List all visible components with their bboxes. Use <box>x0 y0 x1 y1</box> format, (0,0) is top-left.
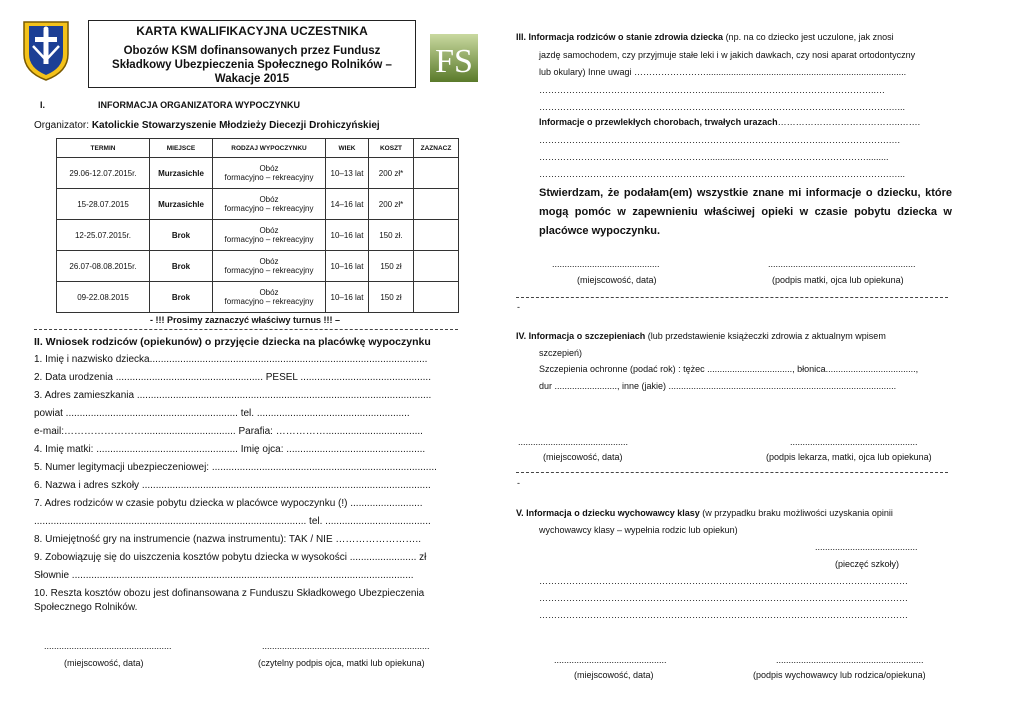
type-line: formacyjno – rekreacyjny <box>224 235 314 244</box>
cell-place: Murzasichle <box>150 158 213 189</box>
signature-teacher-line[interactable]: ........................................................... <box>776 655 924 665</box>
signature-date-label: (miejscowość, data) <box>577 275 657 285</box>
cell-cost: 200 zł* <box>369 158 414 189</box>
document-subtitle <box>89 44 415 86</box>
declaration-line: mogą pomóc w zapewnieniu właściwej opieki w czasie pobytu dziecka w <box>539 206 952 218</box>
child-name-field[interactable]: 1. Imię i nazwisko dziecka.................................................................................................... <box>34 354 428 365</box>
cell-date: 29.06-12.07.2015r. <box>57 158 150 189</box>
instrument-field[interactable]: 8. Umiejętność gry na instrumencie (nazwa instrumentu): TAK / NIE …………………….. <box>34 534 421 545</box>
address-field[interactable]: 3. Adres zamieszkania .......................................................................................................... <box>34 390 432 401</box>
divider <box>34 329 458 330</box>
cell-cost: 150 zł. <box>369 220 414 251</box>
other-notes-field[interactable]: lub okulary) Inne uwagi ……………………................................................................................ <box>539 67 907 77</box>
organizer-value: Katolickie Stowarzyszenie Młodzieży Diecezji Drohiczyńskiej <box>91 120 380 131</box>
cell-date: 09-22.08.2015 <box>57 282 150 313</box>
cofinancing-note: 10. Reszta kosztów obozu jest dofinansowana z Funduszu Składkowego Ubezpieczenia <box>34 588 425 599</box>
document-title: KARTA KWALIFIKACYJNA UCZESTNIKA <box>136 24 368 38</box>
cell-select-checkbox[interactable] <box>414 220 459 251</box>
vaccination-other-field[interactable]: dur ........................., inne (jakie) ........................................................................................... <box>539 381 897 391</box>
type-line: formacyjno – rekreacyjny <box>224 173 314 182</box>
signature-parent-label: (podpis matki, ojca lub opiekuna) <box>772 275 904 285</box>
vaccination-field[interactable]: Szczepienia ochronne (podać rok) : tężec .................................., błonica...................................., <box>539 364 919 374</box>
health-dotline[interactable]: ……………………………………………………………………………………..……………….…... <box>539 169 906 179</box>
parents-names-field[interactable]: 4. Imię matki: ................................................... Imię ojca: .................................................. <box>34 444 426 455</box>
subtitle-line: Obozów KSM dofinansowanych przez Fundusz <box>123 45 381 57</box>
table-row <box>57 158 459 189</box>
col-zaznacz: ZAZNACZ <box>414 139 459 158</box>
dash-mark: - <box>517 302 520 312</box>
cell-select-checkbox[interactable] <box>414 189 459 220</box>
cell-place: Brok <box>150 282 213 313</box>
health-dotline[interactable]: …………………………………………………............……………………………………......... <box>539 152 889 162</box>
cell-select-checkbox[interactable] <box>414 282 459 313</box>
cell-place: Brok <box>150 251 213 282</box>
signature-parent-label: (czytelny podpis ojca, matki lub opiekuna) <box>258 658 425 668</box>
health-dotline[interactable]: …………………………………………………..............……………………………………..… <box>539 85 886 95</box>
cell-cost: 200 zł* <box>369 189 414 220</box>
type-line: Obóz <box>259 257 279 266</box>
cell-type <box>213 251 326 282</box>
signature-parent-line[interactable]: ................................................................... <box>262 641 430 651</box>
section5-title-bold: V. Informacja o dziecku wychowawcy klasy <box>516 508 700 518</box>
section2-form <box>34 354 480 616</box>
type-line: Obóz <box>259 226 279 235</box>
divider <box>516 472 948 473</box>
signature-date-line[interactable]: ............................................. <box>554 655 667 665</box>
type-line: Obóz <box>259 288 279 297</box>
cell-date: 15-28.07.2015 <box>57 189 150 220</box>
section4-title-bold: IV. Informacja o szczepieniach <box>516 331 646 341</box>
email-parish-field[interactable]: e-mail:……………………................................. Parafia: ……………................................... <box>34 426 423 437</box>
turnus-note: - !!! Prosimy zaznaczyć właściwy turnus !!! – <box>150 315 341 325</box>
subtitle-line: Wakacje 2015 <box>214 73 290 85</box>
type-line: formacyjno – rekreacyjny <box>224 204 314 213</box>
amount-in-words-field[interactable]: Słownie ........................................................................................................................... <box>34 570 414 581</box>
cell-select-checkbox[interactable] <box>414 158 459 189</box>
table-row <box>57 282 459 313</box>
section3-title-bold: III. Informacja rodziców o stanie zdrowia dziecka <box>516 32 724 42</box>
signature-teacher-label: (podpis wychowawcy lub rodzica/opiekuna) <box>753 670 926 680</box>
section2-title: II. Wniosek rodziców (opiekunów) o przyjęcie dziecka na placówkę wypoczynku <box>34 336 431 348</box>
dash-mark: - <box>517 478 520 488</box>
section4-title <box>516 331 952 341</box>
divider <box>516 297 948 298</box>
section1-number: I. <box>40 100 46 110</box>
signature-doctor-label: (podpis lekarza, matki, ojca lub opiekuna) <box>766 452 932 462</box>
signature-date-label: (miejscowość, data) <box>543 452 623 462</box>
subtitle-line: Składkowy Ubezpieczenia Społecznego Rolników – <box>112 59 392 71</box>
section4-title-rest: (lub przedstawienie książeczki zdrowia z aktualnym wpisem <box>645 331 886 341</box>
teacher-opinion-line[interactable]: …………………………………………………………………………………………………………… <box>539 610 908 620</box>
fs-logo-text: FS <box>435 43 473 80</box>
chronic-line[interactable] <box>539 117 920 127</box>
cell-age: 10–13 lat <box>326 158 369 189</box>
ksm-crest-logo <box>22 20 70 82</box>
cell-place: Brok <box>150 220 213 251</box>
section5-title-rest: (w przypadku braku możliwości uzyskania opinii <box>699 508 893 518</box>
school-field[interactable]: 6. Nazwa i adres szkoły ........................................................................................................ <box>34 480 431 491</box>
cell-select-checkbox[interactable] <box>414 251 459 282</box>
section1-title: INFORMACJA ORGANIZATORA WYPOCZYNKU <box>98 100 300 110</box>
signature-date-line[interactable]: ........................................... <box>552 259 660 269</box>
cell-age: 10–16 lat <box>326 220 369 251</box>
cell-type <box>213 282 326 313</box>
col-wiek: WIEK <box>326 139 369 158</box>
signature-parent-line[interactable]: ........................................................... <box>768 259 916 269</box>
section3-title <box>516 32 952 42</box>
section5-title <box>516 508 952 518</box>
teacher-opinion-line[interactable]: …………………………………………………………………………………………………………… <box>539 593 908 603</box>
table-row <box>57 220 459 251</box>
cell-place: Murzasichle <box>150 189 213 220</box>
school-stamp-label: (pieczęć szkoły) <box>835 559 900 569</box>
cell-date: 26.07-08.08.2015r. <box>57 251 150 282</box>
signature-date-label: (miejscowość, data) <box>574 670 654 680</box>
type-line: Obóz <box>259 195 279 204</box>
col-rodzaj: RODZAJ WYPOCZYNKU <box>213 139 326 158</box>
col-koszt: KOSZT <box>369 139 414 158</box>
teacher-opinion-line[interactable]: …………………………………………………………………………………………………………… <box>539 576 908 586</box>
type-line: formacyjno – rekreacyjny <box>224 297 314 306</box>
cell-date: 12-25.07.2015r. <box>57 220 150 251</box>
table-header-row <box>57 139 459 158</box>
type-line: Obóz <box>259 164 279 173</box>
fs-logo <box>428 30 480 86</box>
cell-age: 14–16 lat <box>326 189 369 220</box>
title-box <box>88 20 416 88</box>
cell-age: 10–16 lat <box>326 251 369 282</box>
chronic-label: Informacje o przewlekłych chorobach, trwałych urazach <box>539 117 778 127</box>
col-miejsce: MIEJSCE <box>150 139 213 158</box>
signature-date-line[interactable]: ............................................ <box>518 437 629 447</box>
declaration-line: Stwierdzam, że podałam(em) wszystkie znane mi informacje o dziecku, które <box>539 187 952 199</box>
col-termin: TERMIN <box>57 139 150 158</box>
cell-type <box>213 158 326 189</box>
chronic-dots: …………………………………..……. <box>777 117 921 127</box>
school-stamp-line: ......................................... <box>815 542 918 552</box>
health-dotline[interactable]: …………………………………………………………………………………..………………….…. <box>539 135 901 145</box>
declaration <box>539 184 952 241</box>
signature-date-label: (miejscowość, data) <box>64 658 144 668</box>
cofinancing-note: Społecznego Rolników. <box>34 602 138 613</box>
cell-type <box>213 189 326 220</box>
table-row <box>57 251 459 282</box>
organizer-label: Organizator: <box>34 120 90 131</box>
cell-age: 10–16 lat <box>326 282 369 313</box>
cost-commitment-field[interactable]: 9. Zobowiązuję się do uiszczenia kosztów pobytu dziecka w wysokości ........................ zł <box>34 552 427 563</box>
signature-doctor-line[interactable]: ................................................... <box>790 437 918 447</box>
birthdate-pesel-field[interactable]: 2. Data urodzenia ..................................................... PESEL ............................................... <box>34 372 431 383</box>
section4-line: szczepień) <box>539 348 583 358</box>
organizer-line <box>34 120 380 131</box>
section5-line: wychowawcy klasy – wypełnia rodzic lub opiekun) <box>539 525 738 535</box>
declaration-line: placówce wypoczynku. <box>539 225 661 237</box>
type-line: formacyjno – rekreacyjny <box>224 266 314 275</box>
cell-type <box>213 220 326 251</box>
cell-cost: 150 zł <box>369 282 414 313</box>
table-row <box>57 189 459 220</box>
signature-date-line[interactable]: ................................................... <box>44 641 172 651</box>
cell-cost: 150 zł <box>369 251 414 282</box>
district-phone-field[interactable]: powiat .............................................................. tel. ....................................................... <box>34 408 410 419</box>
insurance-number-field[interactable]: 5. Numer legitymacji ubezpieczeniowej: ................................................................................. <box>34 462 437 473</box>
turnus-table <box>56 138 459 313</box>
section3-title-rest: (np. na co dziecko jest uczulone, jak znosi <box>723 32 894 42</box>
parents-phone-field[interactable]: .................................................................................................. tel. ...................................... <box>34 516 431 527</box>
parents-address-field[interactable]: 7. Adres rodziców w czasie pobytu dziecka w placówce wypoczynku (!) .......................... <box>34 498 423 509</box>
section3-line: jazdę samochodem, czy przyjmuje stałe leki i w jakich dawkach, czy nosi aparat ortodontyczny <box>539 50 916 60</box>
health-dotline[interactable]: ……………………………………………………………………………………..……………….…... <box>539 102 906 112</box>
